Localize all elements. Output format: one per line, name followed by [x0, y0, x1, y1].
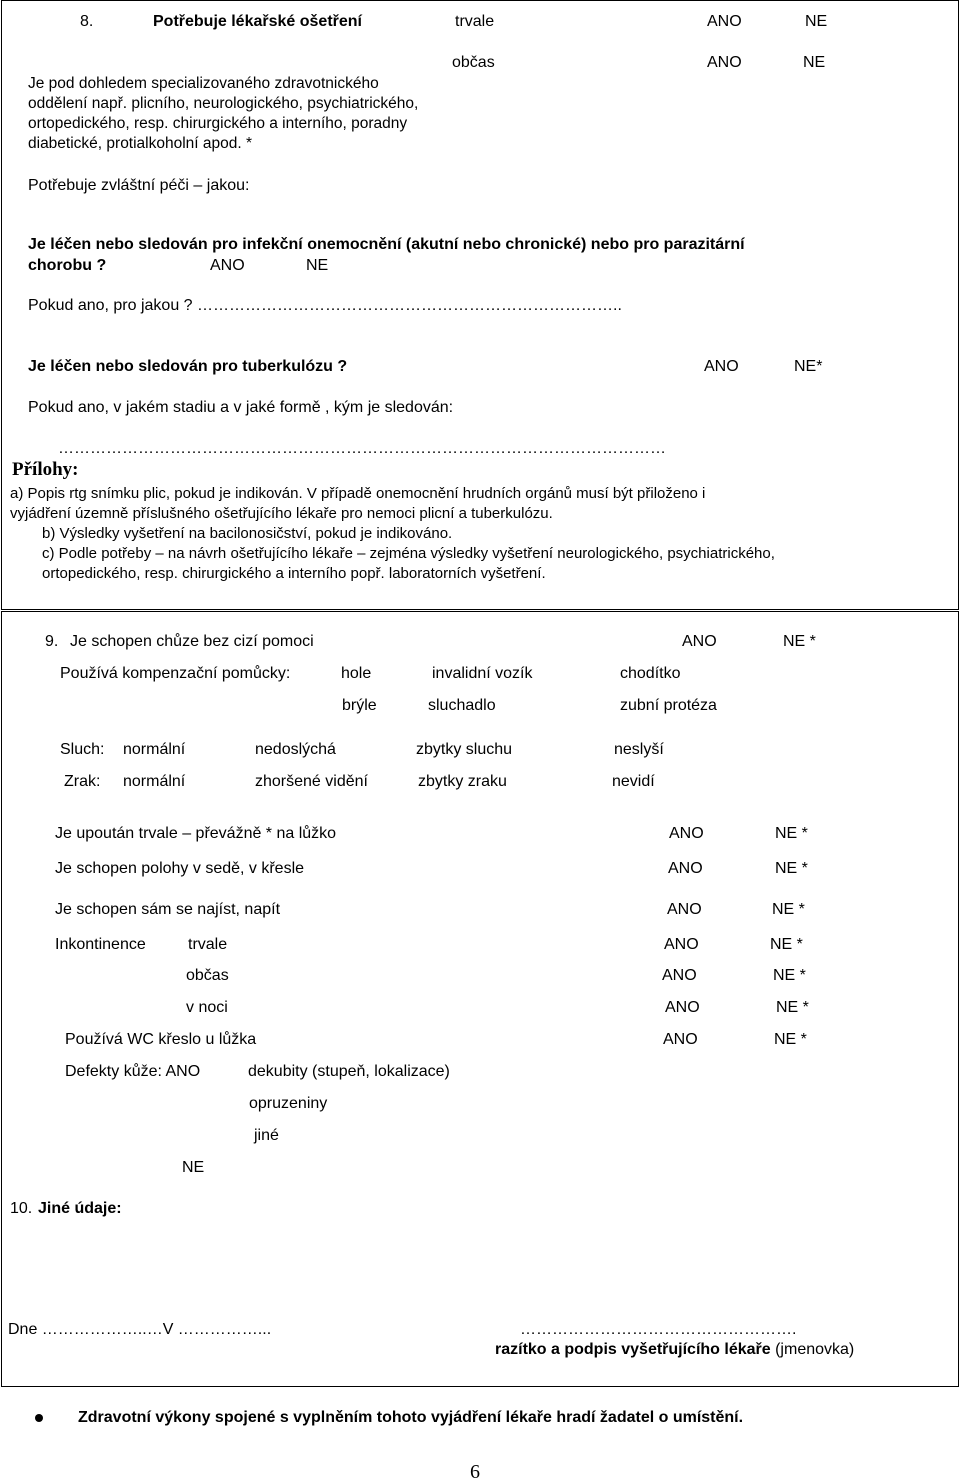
- section-9-frame: [1, 611, 959, 1387]
- incontinence-obcas-label: občas: [186, 967, 229, 984]
- infectious-ne-option[interactable]: NE: [306, 257, 329, 274]
- signature-field[interactable]: …………………………………………….: [520, 1321, 797, 1338]
- aid-hearing-aid-option[interactable]: sluchadlo: [428, 697, 496, 714]
- attachment-c-line2: ortopedického, resp. chirurgického a interního popř. laboratorních vyšetření.: [42, 565, 546, 582]
- spec-line: diabetické, protialkoholní apod. *: [28, 135, 253, 152]
- bedridden-question: Je upoután trvale – převážně * na lůžko: [55, 825, 337, 842]
- aid-glasses-option[interactable]: brýle: [342, 697, 377, 714]
- infectious-question-line2: chorobu ?: [28, 257, 107, 274]
- commode-ne-option[interactable]: NE *: [774, 1031, 807, 1048]
- signature-label: [495, 1341, 854, 1359]
- attachment-c-line1: c) Podle potřeby – na návrh ošetřujícího lékaře – zejména výsledky vyšetření neurologického, psychiatrického,: [42, 545, 775, 562]
- tuberculosis-ne-option[interactable]: NE*: [794, 358, 823, 375]
- aids-label: Používá kompenzační pomůcky:: [60, 665, 291, 682]
- attachment-a-line1: a) Popis rtg snímku plic, pokud je indikován. V případě onemocnění hrudních orgánů musí být přiloženo i: [10, 485, 706, 502]
- fee-note: Zdravotní výkony spojené s vyplněním tohoto vyjádření lékaře hradí žadatel o umístění.: [78, 1409, 744, 1426]
- hearing-residual-option[interactable]: zbytky sluchu: [416, 741, 513, 758]
- bedridden-ne-option[interactable]: NE *: [775, 825, 808, 842]
- incontinence-night-ne-option[interactable]: NE *: [776, 999, 809, 1016]
- vision-residual-option[interactable]: zbytky zraku: [418, 773, 507, 790]
- obcas-ano-option[interactable]: ANO: [707, 54, 742, 71]
- attachment-a-line2: vyjádření územně příslušného ošetřujícího lékaře pro nemoci plicní a tuberkulózu.: [10, 505, 553, 522]
- vision-label: Zrak:: [64, 773, 101, 790]
- signature-label-suffix: (jmenovka): [770, 1341, 855, 1358]
- walking-question: Je schopen chůze bez cizí pomoci: [70, 633, 314, 650]
- signature-label-bold: razítko a podpis vyšetřujícího lékaře: [495, 1341, 771, 1358]
- aid-hole-option[interactable]: hole: [341, 665, 372, 682]
- tuberculosis-stage-field[interactable]: ……………………………………………………………………………………………………: [58, 440, 666, 457]
- section-9-number: 9.: [45, 633, 59, 650]
- eating-ne-option[interactable]: NE *: [772, 901, 805, 918]
- aid-dentures-option[interactable]: zubní protéza: [620, 697, 717, 714]
- aid-walker-option[interactable]: chodítko: [620, 665, 681, 682]
- eating-question: Je schopen sám se najíst, napít: [55, 901, 281, 918]
- incontinence-trvale-ne-option[interactable]: NE *: [770, 936, 803, 953]
- skin-defects-label: Defekty kůže: ANO: [65, 1063, 201, 1080]
- commode-question: Používá WC křeslo u lůžka: [65, 1031, 257, 1048]
- section-8-title: Potřebuje lékařské ošetření: [153, 13, 362, 30]
- page-number: 6: [470, 1461, 480, 1483]
- sitting-ano-option[interactable]: ANO: [668, 860, 703, 877]
- aid-wheelchair-option[interactable]: invalidní vozík: [432, 665, 533, 682]
- obcas-ne-option[interactable]: NE: [803, 54, 826, 71]
- sitting-ne-option[interactable]: NE *: [775, 860, 808, 877]
- special-care-question: Potřebuje zvláštní péči – jakou:: [28, 177, 250, 194]
- trvale-ne-option[interactable]: NE: [805, 13, 828, 30]
- incontinence-obcas-ne-option[interactable]: NE *: [773, 967, 806, 984]
- attachment-b: b) Výsledky vyšetření na bacilonosičství, pokud je indikováno.: [42, 525, 453, 542]
- eating-ano-option[interactable]: ANO: [667, 901, 702, 918]
- walking-ne-option[interactable]: NE *: [783, 633, 816, 650]
- walking-ano-option[interactable]: ANO: [682, 633, 717, 650]
- incontinence-trvale-label: trvale: [188, 936, 228, 953]
- tuberculosis-stage-question: Pokud ano, v jakém stadiu a v jaké formě , kým je sledován:: [28, 399, 454, 416]
- hearing-label: Sluch:: [60, 741, 105, 758]
- bedridden-ano-option[interactable]: ANO: [669, 825, 704, 842]
- hearing-impaired-option[interactable]: nedoslýchá: [255, 741, 336, 758]
- trvale-ano-option[interactable]: ANO: [707, 13, 742, 30]
- commode-ano-option[interactable]: ANO: [663, 1031, 698, 1048]
- tuberculosis-ano-option[interactable]: ANO: [704, 358, 739, 375]
- specialized-care-text: [28, 74, 418, 154]
- vision-impaired-option[interactable]: zhoršené vidění: [255, 773, 368, 790]
- skin-chafing-option[interactable]: opruzeniny: [249, 1095, 328, 1112]
- skin-defects-ne-option[interactable]: NE: [182, 1159, 205, 1176]
- incontinence-night-ano-option[interactable]: ANO: [665, 999, 700, 1016]
- tuberculosis-question: Je léčen nebo sledován pro tuberkulózu ?: [28, 358, 348, 375]
- skin-other-option[interactable]: jiné: [254, 1127, 279, 1144]
- spec-line: oddělení např. plicního, neurologického, psychiatrického,: [28, 95, 419, 112]
- infectious-which-field[interactable]: Pokud ano, pro jakou ? ……………………………………………………………………..: [28, 297, 622, 314]
- incontinence-obcas-ano-option[interactable]: ANO: [662, 967, 697, 984]
- attachments-heading: Přílohy:: [12, 459, 79, 480]
- obcas-label: občas: [452, 54, 495, 71]
- vision-blind-option[interactable]: nevidí: [612, 773, 655, 790]
- incontinence-night-label: v noci: [186, 999, 228, 1016]
- sitting-question: Je schopen polohy v sedě, v křesle: [55, 860, 305, 877]
- infectious-ano-option[interactable]: ANO: [210, 257, 245, 274]
- infectious-question-line1: Je léčen nebo sledován pro infekční onemocnění (akutní nebo chronické) nebo pro parazitární: [28, 236, 745, 253]
- incontinence-trvale-ano-option[interactable]: ANO: [664, 936, 699, 953]
- skin-pressure-sores-option[interactable]: dekubity (stupeň, lokalizace): [248, 1063, 450, 1080]
- date-place-field[interactable]: Dne ………………..…V ……………...: [8, 1321, 272, 1338]
- hearing-normal-option[interactable]: normální: [123, 741, 186, 758]
- spec-line: ortopedického, resp. chirurgického a interního, poradny: [28, 115, 408, 132]
- trvale-label: trvale: [455, 13, 495, 30]
- section-10-title: Jiné údaje:: [38, 1200, 122, 1217]
- hearing-deaf-option[interactable]: neslyší: [614, 741, 664, 758]
- section-8-number: 8.: [80, 13, 94, 30]
- spec-line: Je pod dohledem specializovaného zdravotnického: [28, 75, 379, 92]
- vision-normal-option[interactable]: normální: [123, 773, 186, 790]
- section-10-number: 10.: [10, 1200, 33, 1217]
- bullet-icon: [35, 1414, 43, 1422]
- incontinence-label: Inkontinence: [55, 936, 146, 953]
